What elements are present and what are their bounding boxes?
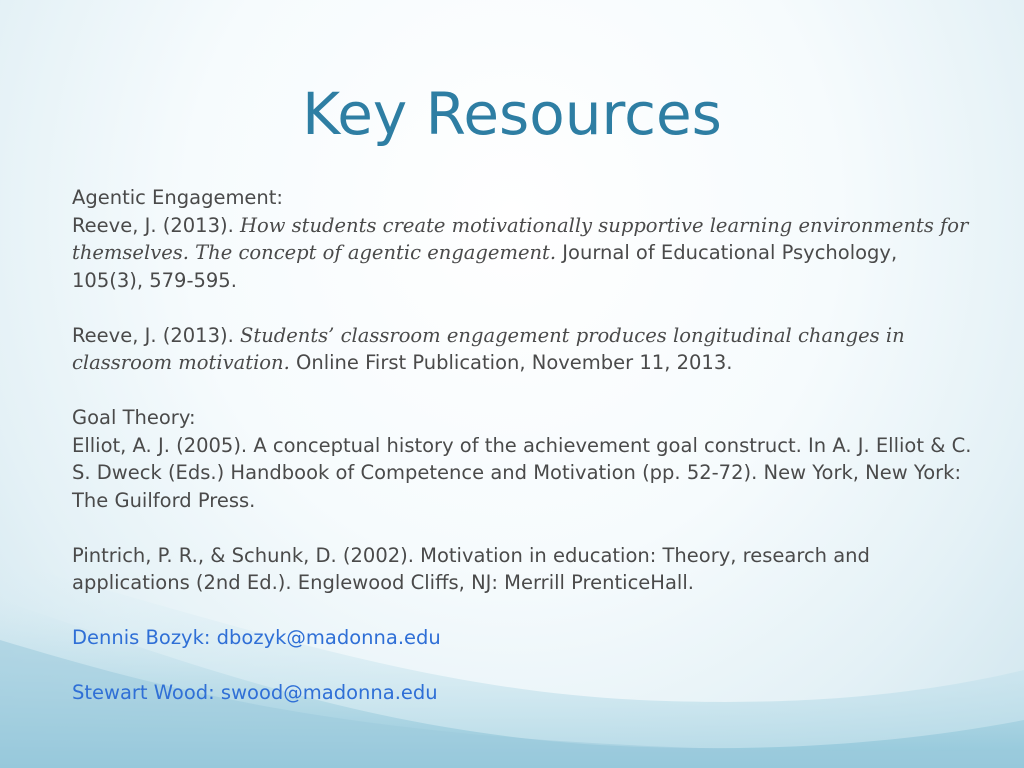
reference-reeve-2013-b xyxy=(72,322,972,377)
reference-pintrich-2002: Pintrich, P. R., & Schunk, D. (2002). Motivation in education: Theory, research and applications (2nd Ed.). Englewood Cliffs, NJ: Merrill PrenticeHall. xyxy=(72,543,870,594)
reference-prefix: Reeve, J. (2013). xyxy=(72,323,240,347)
agentic-heading: Agentic Engagement: xyxy=(72,186,284,209)
spacer xyxy=(72,514,972,542)
spacer xyxy=(72,377,972,405)
spacer xyxy=(72,652,972,680)
slide-title: Key Resources xyxy=(302,80,722,148)
reference-source: Online First Publication, November 11, 2013. xyxy=(289,351,733,374)
reference-source: Journal of Educational Psychology, 105(3), 579-595. xyxy=(72,241,898,292)
goal-theory-heading: Goal Theory: xyxy=(72,406,196,429)
spacer xyxy=(72,597,972,625)
reference-reeve-2013-a xyxy=(72,212,972,295)
reference-elliot-2005: Elliot, A. J. (2005). A conceptual history of the achievement goal construct. In A. J. Elliot & C. S. Dweck (Eds.) Handbook of Competence and Motivation (pp. 52-72). New York, New York: The Guilford Press. xyxy=(72,433,972,512)
contact-dennis-bozyk-link[interactable]: Dennis Bozyk: dbozyk@madonna.edu xyxy=(72,626,441,649)
slide-body xyxy=(72,184,972,707)
reference-title: Students’ classroom engagement produces longitudinal changes in classroom motivation. xyxy=(72,323,905,374)
reference-title: How students create motivationally supportive learning environments for themselves. The concept of agentic engagement. xyxy=(72,213,969,264)
spacer xyxy=(72,294,972,322)
reference-prefix: Reeve, J. (2013). xyxy=(72,213,240,237)
contact-stewart-wood-link[interactable]: Stewart Wood: swood@madonna.edu xyxy=(72,681,438,704)
